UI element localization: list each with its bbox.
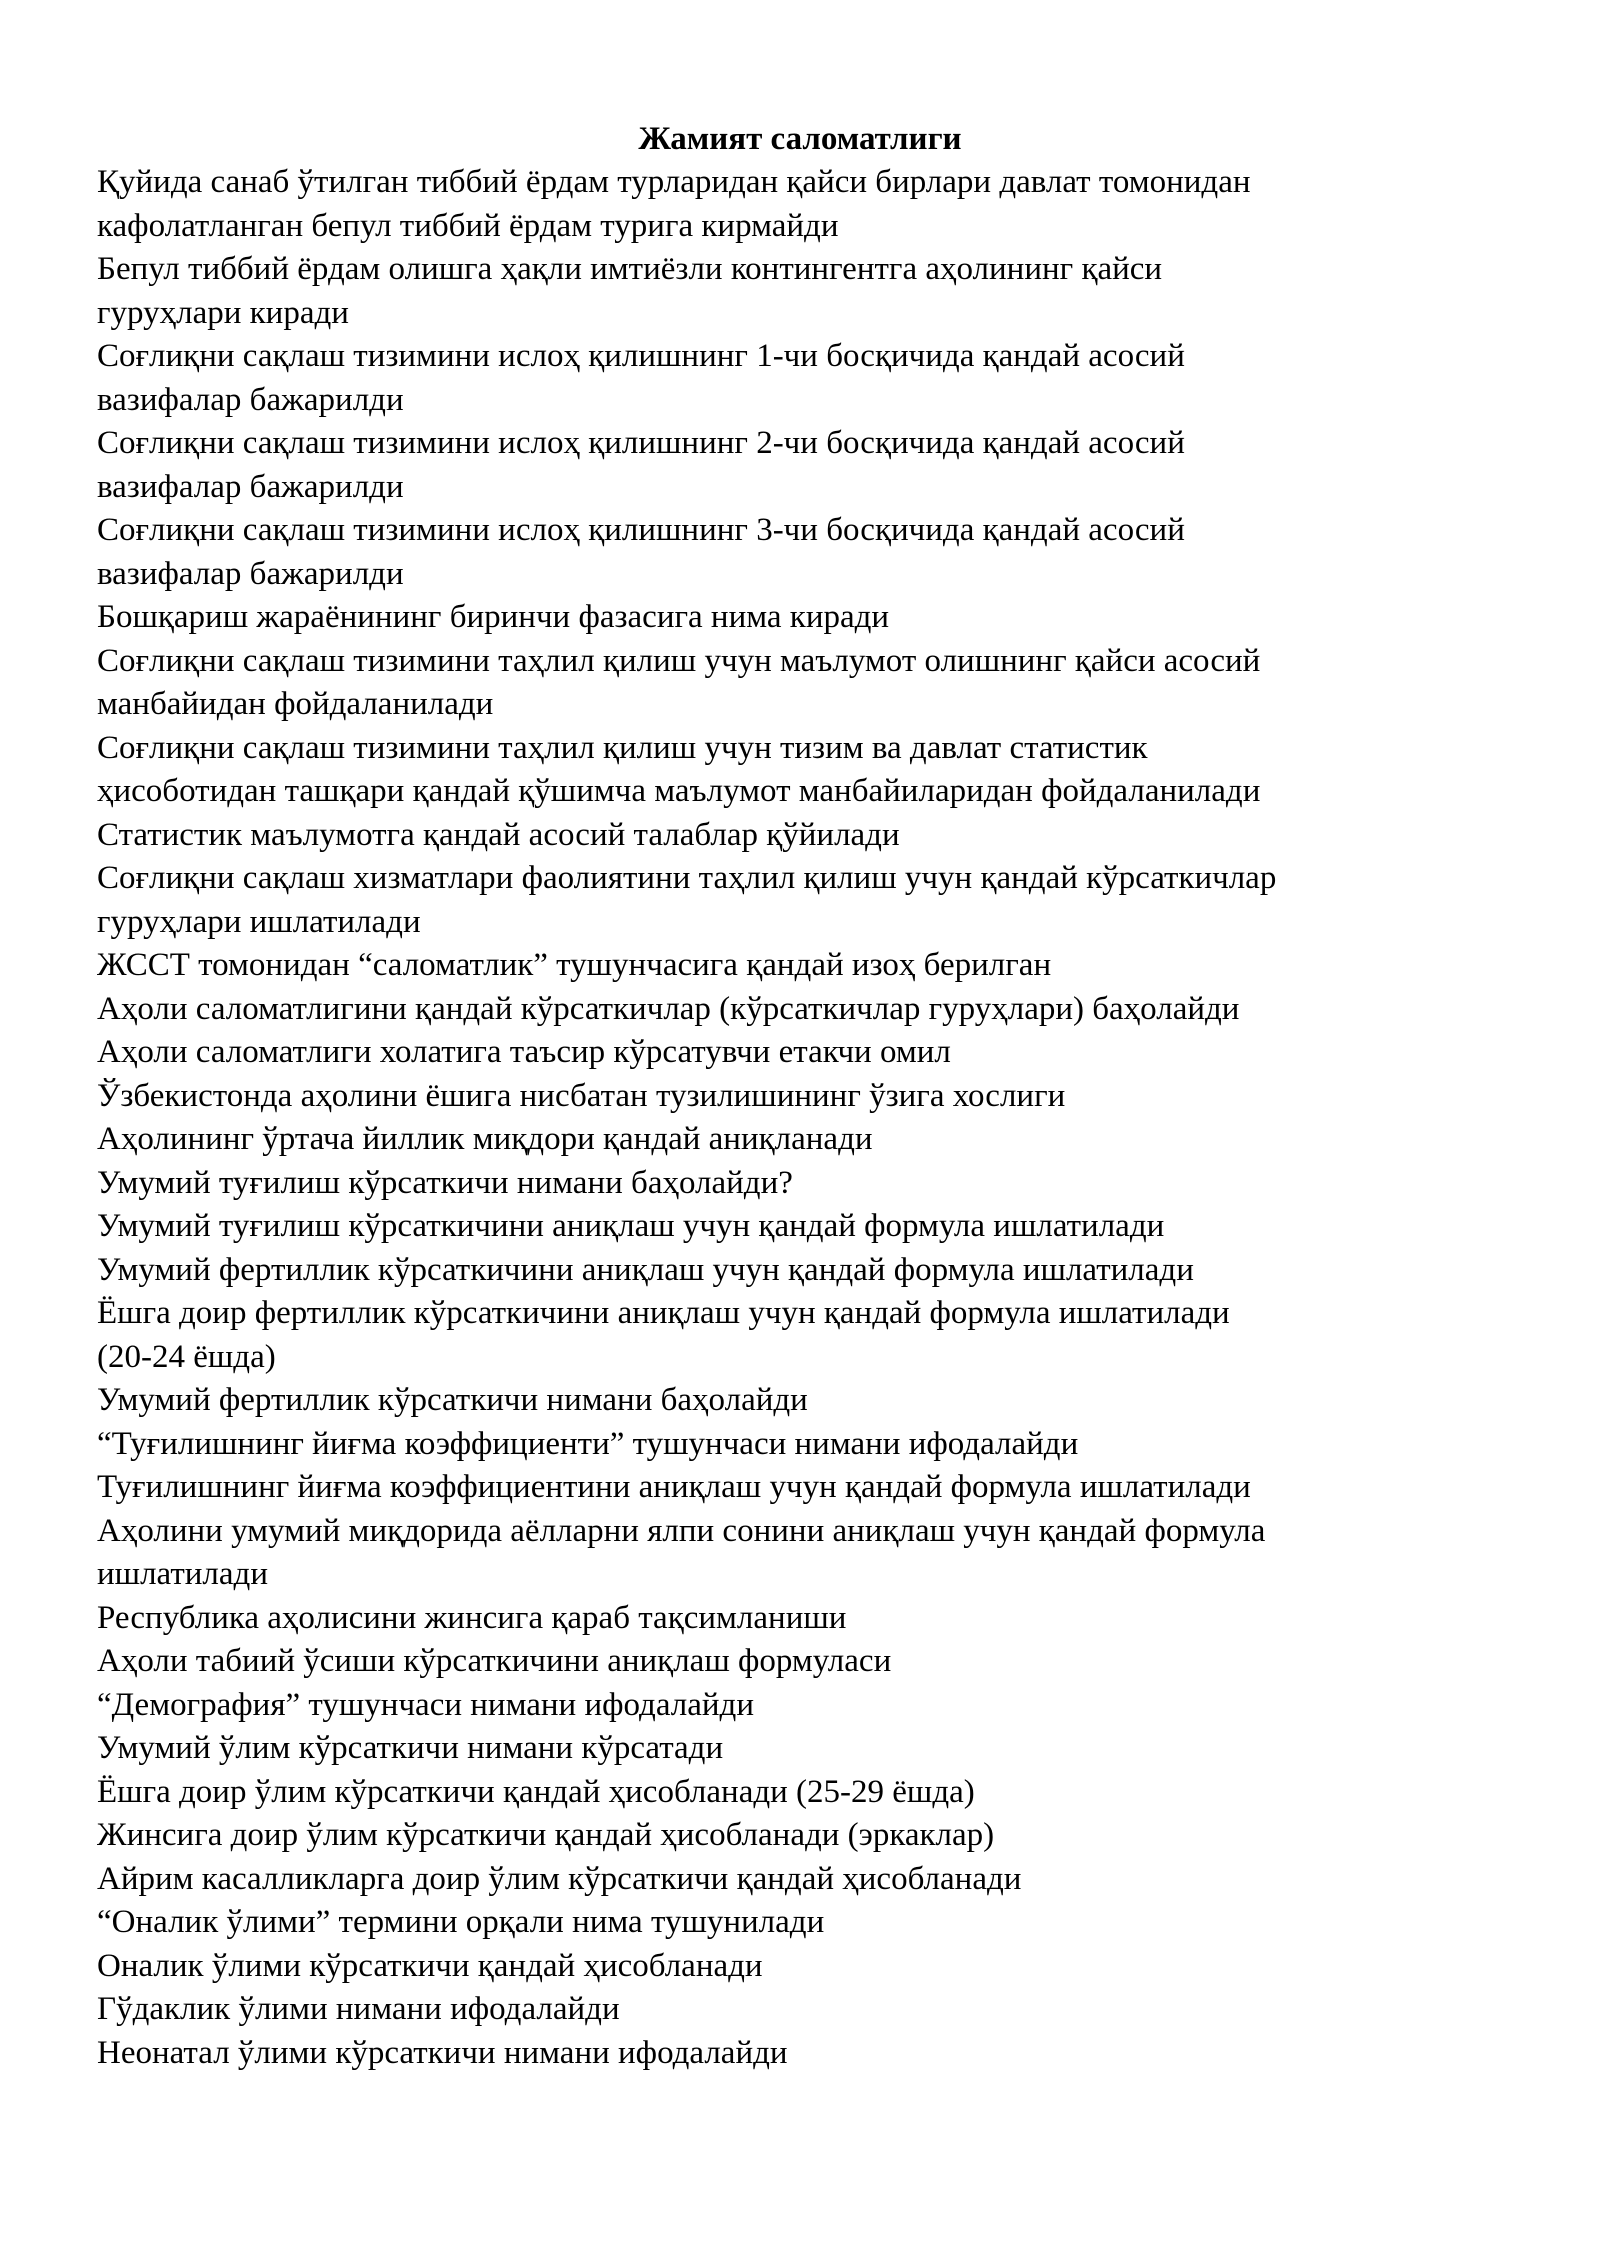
text-line: “Демография” тушунчаси нимани ифодалайди <box>97 1686 754 1723</box>
text-line: Умумий ўлим кўрсаткичи нимани кўрсатади <box>97 1730 724 1766</box>
text-line: Қуйида санаб ўтилган тиббий ёрдам турларидан қайси бирлари давлат томонидан <box>97 164 1251 200</box>
text-line: Умумий туғилиш кўрсаткичи нимани баҳолайди? <box>97 1164 793 1201</box>
text-line: вазифалар бажарилди <box>97 468 404 505</box>
text-line: (20-24 ёшда) <box>97 1338 276 1375</box>
text-line: Туғилишнинг йиғма коэффициентини аниқлаш учун қандай формула ишлатилади <box>97 1469 1251 1505</box>
text-line: Бошқариш жараёнининг биринчи фазасига нима киради <box>97 599 890 635</box>
text-line: Умумий фертиллик кўрсаткичи нимани баҳолайди <box>97 1382 808 1418</box>
question-list <box>97 161 1517 2075</box>
text-line: манбайидан фойдаланилади <box>97 686 494 722</box>
text-line: Соғлиқни сақлаш тизимини ислоҳ қилишнинг 2-чи босқичида қандай асосий <box>97 425 1185 461</box>
text-line: ЖССТ томонидан “саломатлик” тушунчасига қандай изоҳ берилган <box>97 947 1052 983</box>
text-line: Бепул тиббий ёрдам олишга ҳақли имтиёзли контингентга аҳолининг қайси <box>97 251 1163 287</box>
text-line: вазифалар бажарилди <box>97 555 404 592</box>
text-line: Ёшга доир фертиллик кўрсаткичини аниқлаш учун қандай формула ишлатилади <box>97 1295 1230 1331</box>
text-line: кафолатланган бепул тиббий ёрдам турига кирмайди <box>97 207 839 244</box>
text-line: Умумий туғилиш кўрсаткичини аниқлаш учун қандай формула ишлатилади <box>97 1208 1165 1244</box>
text-line: Статистик маълумотга қандай асосий талаблар қўйилади <box>97 816 900 853</box>
text-line: вазифалар бажарилди <box>97 381 404 418</box>
text-line: ишлатилади <box>97 1556 268 1592</box>
text-line: Аҳоли саломатлиги холатига таъсир кўрсатувчи етакчи омил <box>97 1034 951 1070</box>
text-line: гуруҳлари ишлатилади <box>97 903 421 940</box>
text-line: “Туғилишнинг йиғма коэффициенти” тушунчаси нимани ифодалайди <box>97 1425 1079 1462</box>
text-line: Республика аҳолисини жинсига қараб тақсимланиши <box>97 1599 847 1636</box>
text-line: “Оналик ўлими” термини орқали нима тушунилади <box>97 1904 825 1940</box>
text-line: Аҳоли табиий ўсиши кўрсаткичини аниқлаш формуласи <box>97 1643 892 1679</box>
text-line: гуруҳлари киради <box>97 294 349 331</box>
text-line: ҳисоботидан ташқари қандай қўшимча маълумот манбайиларидан фойдаланилади <box>97 773 1261 809</box>
text-line: Аҳолини умумий миқдорида аёлларни ялпи сонини аниқлаш учун қандай формула <box>97 1512 1266 1549</box>
text-line: Айрим касалликларга доир ўлим кўрсаткичи қандай ҳисобланади <box>97 1860 1022 1897</box>
text-line: Соғлиқни сақлаш тизимини ислоҳ қилишнинг 1-чи босқичида қандай асосий <box>97 338 1185 374</box>
text-line: Умумий фертиллик кўрсаткичини аниқлаш учун қандай формула ишлатилади <box>97 1251 1194 1288</box>
text-line: Соғлиқни сақлаш хизматлари фаолиятини таҳлил қилиш учун қандай кўрсаткичлар <box>97 860 1277 896</box>
text-line: Аҳолининг ўртача йиллик миқдори қандай аниқланади <box>97 1121 873 1157</box>
text-line: Оналик ўлими кўрсаткичи қандай ҳисобланади <box>97 1947 763 1984</box>
text-line: Соғлиқни сақлаш тизимини таҳлил қилиш учун маълумот олишнинг қайси асосий <box>97 642 1261 679</box>
text-line: Аҳоли саломатлигини қандай кўрсаткичлар (кўрсаткичлар гуруҳлари) баҳолайди <box>97 990 1240 1027</box>
text-line: Соғлиқни сақлаш тизимини ислоҳ қилишнинг 3-чи босқичида қандай асосий <box>97 512 1185 548</box>
text-line: Жинсига доир ўлим кўрсаткичи қандай ҳисобланади (эркаклар) <box>97 1817 995 1853</box>
text-line: Ўзбекистонда аҳолини ёшига нисбатан тузилишининг ўзига хослиги <box>97 1077 1066 1114</box>
text-line: Гўдаклик ўлими нимани ифодалайди <box>97 1991 620 2027</box>
document-title: Жамият саломатлиги <box>638 121 962 157</box>
text-line: Ёшга доир ўлим кўрсаткичи қандай ҳисобланади (25-29 ёшда) <box>97 1773 975 1810</box>
text-line: Неонатал ўлими кўрсаткичи нимани ифодалайди <box>97 2034 788 2071</box>
text-line: Соғлиқни сақлаш тизимини таҳлил қилиш учун тизим ва давлат статистик <box>97 729 1148 766</box>
